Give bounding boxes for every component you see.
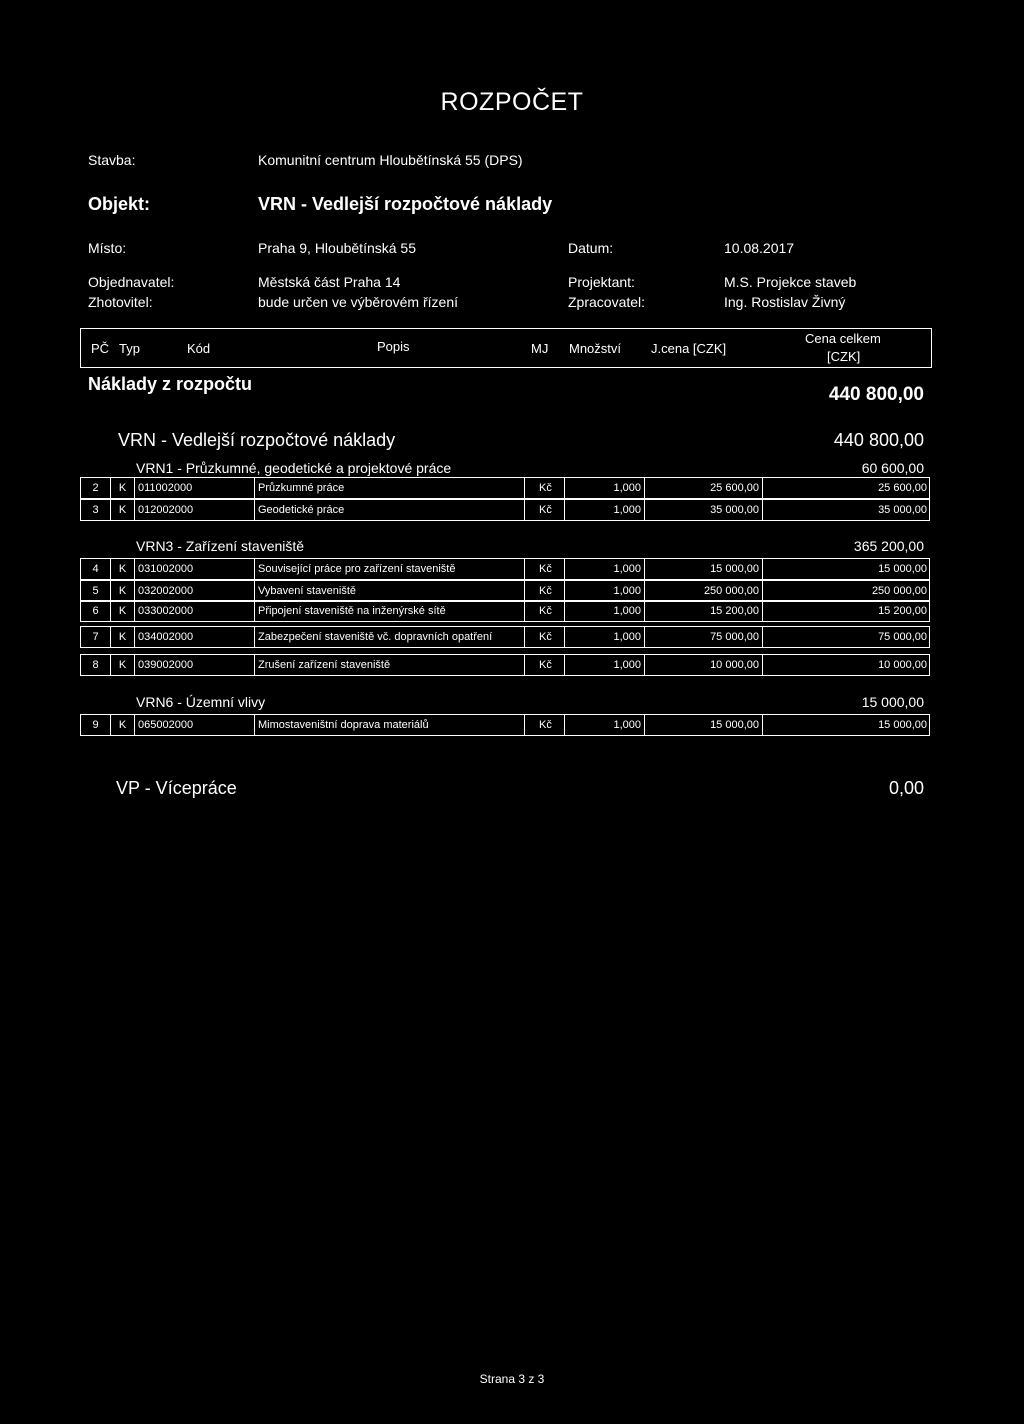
datum-label: Datum: [568, 240, 614, 256]
row-celkem: 10 000,00 [762, 655, 930, 675]
vrn-label: VRN - Vedlejší rozpočtové náklady [118, 430, 396, 450]
objednavatel-value: Městská část Praha 14 [258, 274, 401, 290]
row-mnozstvi: 1,000 [564, 715, 644, 735]
header-cena-celkem: Cena celkem [805, 331, 881, 346]
row-mnozstvi: 1,000 [564, 627, 644, 647]
row-kod: 039002000 [134, 655, 254, 675]
row-jcena: 35 000,00 [644, 500, 762, 520]
row-mj: Kč [524, 581, 564, 601]
row-kod: 031002000 [134, 559, 254, 579]
section-vrn1-label: VRN1 - Průzkumné, geodetické a projektové práce [136, 460, 452, 476]
section-vrn6-label: VRN6 - Územní vlivy [136, 694, 266, 710]
objednavatel-label: Objednavatel: [88, 274, 175, 290]
projektant-label: Projektant: [568, 274, 635, 290]
row-typ: K [110, 627, 134, 647]
section-vrn6-value: 15 000,00 [861, 694, 924, 710]
row-kod: 032002000 [134, 581, 254, 601]
table-header [80, 328, 932, 368]
zhotovitel-label: Zhotovitel: [88, 294, 153, 310]
row-pc: 7 [80, 627, 110, 647]
row-popis: Zabezpečení staveniště vč. dopravních opatření [254, 627, 524, 647]
header-mj: MJ [531, 341, 549, 356]
row-mj: Kč [524, 601, 564, 621]
row-typ: K [110, 500, 134, 520]
header-typ: Typ [119, 341, 140, 356]
row-popis: Mimostaveništní doprava materiálů [254, 715, 524, 735]
row-pc: 9 [80, 715, 110, 735]
table-row [80, 714, 930, 736]
page-footer: Strana 3 z 3 [479, 1372, 545, 1386]
row-mj: Kč [524, 559, 564, 579]
row-pc: 4 [80, 559, 110, 579]
table-row [80, 580, 930, 602]
header-kod: Kód [187, 341, 211, 356]
naklady-label: Náklady z rozpočtu [88, 374, 253, 394]
row-jcena: 25 600,00 [644, 478, 762, 498]
row-celkem: 250 000,00 [762, 581, 930, 601]
row-popis: Průzkumné práce [254, 478, 524, 498]
section-vrn3-label: VRN3 - Zařízení staveniště [136, 538, 305, 554]
row-pc: 2 [80, 478, 110, 498]
table-row [80, 558, 930, 580]
row-mj: Kč [524, 478, 564, 498]
row-pc: 6 [80, 601, 110, 621]
row-mnozstvi: 1,000 [564, 559, 644, 579]
section-vrn3-value: 365 200,00 [853, 538, 924, 554]
header-popis: Popis [377, 339, 410, 354]
section-vrn1-value: 60 600,00 [861, 460, 924, 476]
row-typ: K [110, 715, 134, 735]
row-popis: Vybavení staveniště [254, 581, 524, 601]
header-jcena: J.cena [CZK] [651, 341, 727, 356]
row-kod: 065002000 [134, 715, 254, 735]
row-celkem: 15 000,00 [762, 559, 930, 579]
row-kod: 011002000 [134, 478, 254, 498]
header-mnozstvi: Množství [569, 341, 622, 356]
row-celkem: 15 000,00 [762, 715, 930, 735]
row-celkem: 75 000,00 [762, 627, 930, 647]
row-mj: Kč [524, 500, 564, 520]
row-popis: Související práce pro zařízení staveniště [254, 559, 524, 579]
datum-value: 10.08.2017 [724, 240, 795, 256]
row-mnozstvi: 1,000 [564, 478, 644, 498]
table-row [80, 654, 930, 676]
zhotovitel-value: bude určen ve výběrovém řízení [258, 294, 458, 310]
zpracovatel-label: Zpracovatel: [568, 294, 646, 310]
row-celkem: 15 200,00 [762, 601, 930, 621]
row-mnozstvi: 1,000 [564, 655, 644, 675]
row-jcena: 15 200,00 [644, 601, 762, 621]
header-pc: PČ [91, 341, 110, 356]
header-cena-celkem-unit: [CZK] [827, 349, 861, 364]
row-pc: 5 [80, 581, 110, 601]
projektant-value: M.S. Projekce staveb [724, 274, 857, 290]
row-jcena: 10 000,00 [644, 655, 762, 675]
row-typ: K [110, 559, 134, 579]
row-popis: Připojení staveniště na inženýrské sítě [254, 601, 524, 621]
table-row [80, 600, 930, 622]
row-jcena: 75 000,00 [644, 627, 762, 647]
row-kod: 033002000 [134, 601, 254, 621]
row-celkem: 35 000,00 [762, 500, 930, 520]
row-mj: Kč [524, 655, 564, 675]
row-kod: 012002000 [134, 500, 254, 520]
table-row [80, 499, 930, 521]
misto-label: Místo: [88, 240, 127, 256]
row-typ: K [110, 655, 134, 675]
row-kod: 034002000 [134, 627, 254, 647]
row-typ: K [110, 581, 134, 601]
page-title: ROZPOČET [440, 88, 584, 116]
objekt-value: VRN - Vedlejší rozpočtové náklady [258, 194, 553, 214]
vp-value: 0,00 [888, 778, 924, 798]
row-mj: Kč [524, 627, 564, 647]
row-pc: 3 [80, 500, 110, 520]
row-popis: Zrušení zařízení staveniště [254, 655, 524, 675]
table-row [80, 626, 930, 648]
vp-label: VP - Vícepráce [116, 778, 237, 798]
table-row [80, 477, 930, 499]
stavba-value: Komunitní centrum Hloubětínská 55 (DPS) [258, 152, 523, 168]
stavba-label: Stavba: [88, 152, 136, 168]
zpracovatel-value: Ing. Rostislav Živný [724, 294, 846, 310]
vrn-value: 440 800,00 [833, 430, 924, 450]
row-typ: K [110, 478, 134, 498]
row-pc: 8 [80, 655, 110, 675]
naklady-value: 440 800,00 [828, 384, 924, 405]
objekt-label: Objekt: [88, 194, 151, 214]
row-jcena: 15 000,00 [644, 559, 762, 579]
row-popis: Geodetické práce [254, 500, 524, 520]
row-celkem: 25 600,00 [762, 478, 930, 498]
row-mnozstvi: 1,000 [564, 581, 644, 601]
row-mnozstvi: 1,000 [564, 500, 644, 520]
misto-value: Praha 9, Hloubětínská 55 [258, 240, 416, 256]
row-jcena: 250 000,00 [644, 581, 762, 601]
row-mnozstvi: 1,000 [564, 601, 644, 621]
row-mj: Kč [524, 715, 564, 735]
row-typ: K [110, 601, 134, 621]
row-jcena: 15 000,00 [644, 715, 762, 735]
